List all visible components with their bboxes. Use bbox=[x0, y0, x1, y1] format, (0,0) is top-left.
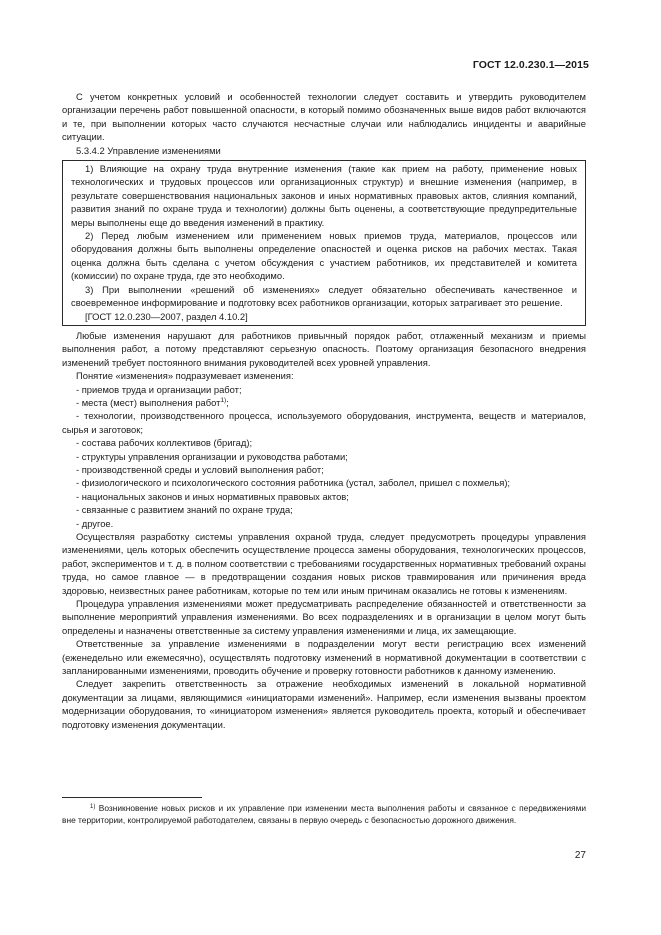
footnote-divider bbox=[62, 797, 202, 798]
body-paragraph-3: Осуществляя разработку системы управления охраной труда, следует предусмотреть процедуры управления изменениями, цель которых обеспечить осуществление процесса замены оборудования, технологических процессов, работ, экспериментов и т. д. в полном соответствии с требованиями государственных нормативных требований охраны труда, но самое главное — в предотвращении создания новых рисков травмирования или причинения вреда здоровью, неизвестных ранее работникам, которые по тем или иным причинам оказались не готовы к изменениям. bbox=[62, 531, 586, 596]
body-paragraph-1: Любые изменения нарушают для работников привычный порядок работ, отлаженный механизм и приемы выполнения работ, а потому представляют серьезную опасность. Поэтому организация безопасного внедрения изменений требует постоянного внимания руководителей всех уровней управления. bbox=[62, 329, 586, 368]
body-paragraph-6: Следует закрепить ответственность за отражение необходимых изменений в локальной нормативной документации за лицами, являющимися «инициаторами изменений». Например, если изменения вызваны проектом модернизации оборудования, то «инициатором изменения» является руководитель проекта, который и обеспечивает подготовку изменения документации. bbox=[62, 678, 586, 730]
page-number: 27 bbox=[574, 850, 586, 861]
list-item: - технологии, производственного процесса, используемого оборудования, инструмента, веществ и материалов, сырья и заготовок; bbox=[62, 410, 586, 435]
list-item-suffix: ; bbox=[226, 396, 229, 408]
page-content bbox=[62, 90, 586, 731]
boxed-paragraph-2: 2) Перед любым изменением или применением новых приемов труда, материалов, процессов или оборудования должны быть выполнены определение опасностей и оценка рисков на рабочих местах. Такая оценка должна быть сделана с учетом обсуждения с участием работников, их представителей и комитета (комиссии) по охране труда, где это необходимо. bbox=[71, 230, 577, 282]
list-item: - другое. bbox=[76, 517, 114, 529]
footnote-text: Возникновение новых рисков и их управление при изменении места выполнения работы и связанное с передвижениями вне территории, контролируемой работодателем, связаны в первую очередь с безопасностью дорожного движения. bbox=[62, 803, 587, 825]
list-item: - национальных законов и иных нормативных правовых актов; bbox=[76, 490, 349, 502]
footnote bbox=[62, 802, 586, 826]
body-paragraph-2: Понятие «изменения» подразумевает изменения: bbox=[76, 370, 294, 382]
section-heading: 5.3.4.2 Управление изменениями bbox=[76, 144, 221, 156]
quoted-standard-box bbox=[62, 160, 586, 326]
list-item: - состава рабочих коллективов (бригад); bbox=[76, 437, 253, 449]
boxed-reference: [ГОСТ 12.0.230—2007, раздел 4.10.2] bbox=[85, 310, 248, 322]
list-item: - приемов труда и организации работ; bbox=[76, 383, 242, 395]
boxed-paragraph-1: 1) Влияющие на охрану труда внутренние изменения (такие как прием на работу, применение новых технологических и трудовых процессов или организационных структур) и внешние изменения (например, в результате совершенствования национальных законов и иных нормативных правовых актов, слияния компаний, развития знаний по охране труда и технологии) должны быть оценены, а соответствующие предупредительные меры выполнены еще до введения изменений в практику. bbox=[71, 163, 577, 228]
body-paragraph-5: Ответственные за управление изменениями в подразделении могут вести регистрацию всех изменений (еженедельно или ежемесячно), осуществлять подготовку изменений в нормативной документации в соответствии с запланированными изменениями, проводить обучение и проверку готовности работников к данному изменению. bbox=[62, 638, 586, 677]
list-item: - структуры управления организации и руководства работами; bbox=[76, 450, 348, 462]
document-header: ГОСТ 12.0.230.1—2015 bbox=[472, 59, 589, 71]
list-item: - производственной среды и условий выполнения работ; bbox=[76, 463, 324, 475]
list-item-text: - места (мест) выполнения работ bbox=[76, 396, 221, 408]
footnote-mark: 1) bbox=[90, 804, 96, 810]
list-item: - физиологического и психологического состояния работника (устал, заболел, пришел с похмелья); bbox=[76, 477, 511, 489]
footnote-reference: 1) bbox=[220, 396, 227, 404]
intro-paragraph: С учетом конкретных условий и особенностей технологии следует составить и утвердить руководителем организации перечень работ повышенной опасности, в который помимо обозначенных выше видов работ включаются и те, при выполнении которых часто случаются несчастные случаи или наблюдались инциденты и аварийные ситуации. bbox=[62, 91, 586, 143]
list-item: - связанные с развитием знаний по охране труда; bbox=[76, 504, 293, 516]
body-paragraph-4: Процедура управления изменениями может предусматривать распределение обязанностей и ответственности за выполнение мероприятий управления изменениями. Во всех подразделениях и в организации в целом могут быть определены и назначены ответственные за систему управления изменениями и лица, их замещающие. bbox=[62, 598, 586, 636]
list-item bbox=[62, 396, 586, 409]
boxed-paragraph-3: 3) При выполнении «решений об изменениях» следует обязательно обеспечивать качественное и своевременное информирование и подготовку всех работников организации, которых затрагивает это решение. bbox=[71, 283, 577, 309]
